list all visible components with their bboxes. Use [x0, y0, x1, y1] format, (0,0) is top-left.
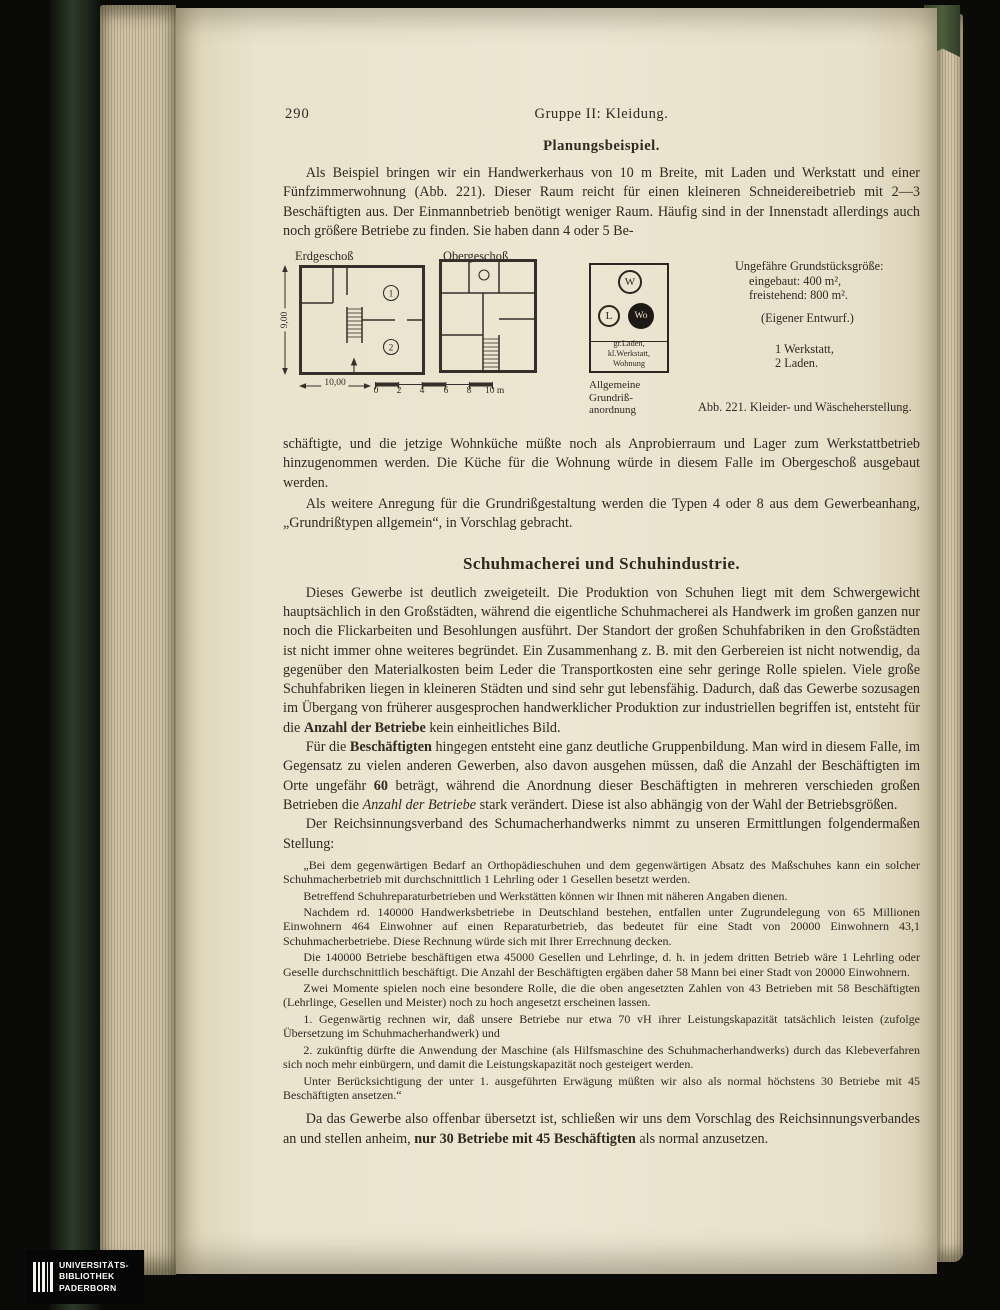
- schema-label: [589, 379, 640, 417]
- page-edges-right: [937, 14, 963, 1262]
- running-header: [283, 106, 920, 124]
- text-segment: Für die: [305, 739, 350, 756]
- dimension-width: [299, 378, 371, 388]
- legend-laden: 2 Laden.: [775, 356, 819, 371]
- schema-label-line3: anordnung: [589, 404, 637, 417]
- page-edges-left: [100, 5, 176, 1275]
- quote-paragraph: „Bei dem gegenwärtigen Bedarf an Orthopädieschuhen und dem gegenwärtigen Absatz des Maßschuhes kann ein solcher Schuhmacherbetrieb mit durchschnittlich 1 Lehrling oder 1 Gesellen besetzt werden.: [283, 857, 920, 887]
- figure-caption: Abb. 221. Kleider- und Wäscheherstellung.: [698, 400, 912, 415]
- scale-tick: 6: [443, 386, 449, 397]
- text-segment-bold: 60: [373, 777, 388, 794]
- quote-paragraph: Zwei Momente spielen noch eine besondere Rolle, die die oben angesetzten Zahlen von 43 Betrieben mit 58 Beschäftigten (Lehrlinge, Gesellen und Meister) noch zu hoch angesetzt erscheinen lassen.: [283, 981, 920, 1010]
- text-segment: Dieses Gewerbe ist deutlich zweigeteilt. Die Produktion von Schuhen liegt mit dem Schwergewicht hauptsächlich in den Großstädten, während die eigentliche Schuhmacherei als Handwerk im großen ganzen nur noch die Flickarbeiten und Besohlungen ausführt. Der Standort der großen Schuhfabriken in den Großstädten ist nicht immer ohne weiteres begründet. Ein Zusammenhang z. B. mit den Gerbereien ist nicht notwendig, da gegenüber den Materialkosten beim Leder die Transportkosten eine sehr geringe Rolle spielen. Viele große Schuhfabriken liegen in kleineren Städten und sind sehr gut lebensfähig. Dadurch, daß das Gewerbe sozusagen im Übergang von früherer ausgesprochen handwerklicher Produktion zur industriellen begriffen ist, entsteht für die: [283, 584, 920, 736]
- quote-paragraph: 1. Gegenwärtig rechnen wir, daß unsere Betriebe nur etwa 70 vH ihrer Leistungskapazität tatsächlich leisten (zufolge Übersetzung im Schuhmacherhandwerk) und: [283, 1011, 920, 1041]
- para-schuh-3: Der Reichsinnungsverband des Schumacherhandwerks nimmt zu unseren Ermittlungen folgendermaßen Stellung:: [283, 816, 920, 852]
- text-segment-bold: Beschäftigten: [349, 739, 432, 756]
- scale-tick: 2: [396, 386, 402, 397]
- plan-label-erdgeschoss: Erdgeschoß: [295, 249, 354, 264]
- running-header-title: Gruppe II: Kleidung.: [534, 106, 669, 122]
- page-number: 290: [285, 106, 310, 122]
- schema-caption-line2: Wohnung: [612, 358, 646, 368]
- stamp-line-3: PADERBORN: [59, 1282, 117, 1293]
- stamp-line-1: UNIVERSITÄTS-: [59, 1259, 129, 1270]
- book-spine: [50, 0, 100, 1310]
- room-number-2: 2: [388, 343, 394, 354]
- legend-werkstatt: 1 Werkstatt,: [775, 341, 834, 356]
- info-freistehend: freistehend: 800 m².: [749, 288, 848, 303]
- scale-bar: [375, 377, 505, 401]
- para-final: [283, 1110, 920, 1149]
- section-title-schuhmacherei: Schuhmacherei und Schuhindustrie.: [463, 553, 740, 573]
- schema-caption-line1: gr.Laden, kl.Werkstatt,: [607, 339, 651, 358]
- para-planung-cont: schäftigte, und die jetzige Wohnküche müßte noch als Anprobierraum und Lager zum Werkstattbetrieb hinzugenommen werden. Die Küche für die Wohnung würde in diesem Falle im Obergeschoß ausgebaut werden.: [283, 436, 920, 491]
- library-stamp: [26, 1250, 144, 1304]
- scale-tick: 0: [373, 386, 379, 397]
- stamp-line-2: BIBLIOTHEK: [59, 1271, 115, 1282]
- schema-caption: [592, 339, 666, 368]
- scale-tick: 4: [419, 386, 425, 397]
- para-planung-anregung: Als weitere Anregung für die Grundrißgestaltung werden die Typen 4 oder 8 aus dem Gewerbeanhang, „Grundrißtypen allgemein“, in Vorschlag gebracht.: [283, 496, 920, 532]
- book-page: [176, 8, 937, 1274]
- text-segment: stark verändert. Diese ist also abhängig von der Wahl der Betriebsgrößen.: [476, 796, 898, 813]
- schema-circle-werkstatt: W: [618, 270, 642, 294]
- schema-box: [589, 263, 669, 373]
- schema-label-line2: Grundriß-: [589, 391, 633, 404]
- quote-paragraph: Nachdem rd. 140000 Handwerksbetriebe in Deutschland bestehen, entfallen unter Zugrundelegung von 65 Millionen Einwohnern 464 Einwohner auf einen Reparaturbetrieb, das bedeutet für eine Stadt von 20000 Einwohnern 43,1 Schuhmacherbetriebe. Diese Rechnung würde sich mit Ihrer Errechnung decken.: [283, 905, 920, 948]
- quote-paragraph: 2. zukünftig dürfte die Anwendung der Maschine (als Hilfsmaschine des Schuhmacherhandwerks) durch das Klebeverfahren sich noch mehr einbürgern, und damit die Leistungskapazität noch gesteigert werden.: [283, 1042, 920, 1072]
- text-segment-italic: Anzahl der Betriebe: [362, 796, 477, 813]
- schema-circle-laden: L: [598, 305, 620, 327]
- para-schuh-2: [283, 738, 920, 815]
- plan-label-obergeschoss: Obergeschoß: [443, 249, 509, 264]
- text-segment: hingegen entsteht eine ganz deutliche Gruppenbildung. Man wird in diesem Falle, im Gegensatz zu vielen anderen Gewerben, also davon ausgehen müssen, daß die Anzahl der Beschäftigten im Orte ungefähr: [283, 739, 920, 794]
- library-stamp-text: [59, 1260, 129, 1295]
- room-number-1: 1: [388, 289, 394, 300]
- quote-paragraph: Die 140000 Betriebe beschäftigen etwa 45000 Gesellen und Lehrlinge, d. h. in jedem dritten Betrieb wäre 1 Lehrling oder Geselle durchschnittlich beschäftigt. Die Anzahl der Beschäftigten ergäben daher 58 Mann bei einer Stadt von 20000 Einwohnern.: [283, 950, 920, 979]
- scale-tick: 8: [466, 386, 472, 397]
- quote-paragraph: Betreffend Schuhreparaturbetrieben und Werkstätten können wir Ihnen mit näheren Angaben dienen.: [303, 888, 788, 903]
- scale-tick: 10 m: [485, 386, 505, 397]
- text-segment: als normal anzusetzen.: [635, 1130, 769, 1147]
- info-title: Ungefähre Grundstücksgröße:: [735, 259, 884, 274]
- para-planung-intro: Als Beispiel bringen wir ein Handwerkerhaus von 10 m Breite, mit Laden und Werkstatt und einer Fünfzimmerwohnung (Abb. 221). Dieser Raum reicht für einen kleineren Schneidereibetrieb mit 2—3 Beschäftigten aus. Der Einmannbetrieb benötigt weniger Raum. Häufig sind in der Innenstadt allerdings auch noch größere Betriebe zu finden. Sie haben dann 4 oder 5 Be-: [283, 165, 920, 239]
- info-entwurf: (Eigener Entwurf.): [761, 310, 854, 325]
- dimension-height: [279, 265, 291, 375]
- text-segment: kein einheitliches Bild.: [425, 719, 561, 736]
- dimension-width-label: 10,00: [321, 378, 348, 388]
- text-segment: beträgt, während die Anordnung dieser Beschäftigten in mehreren verschieden großen Betrieben die: [283, 777, 920, 813]
- floor-plan-obergeschoss: [439, 259, 537, 373]
- section-title-planungsbeispiel: Planungsbeispiel.: [543, 138, 660, 154]
- text-segment-bold: nur 30 Betriebe mit 45 Beschäftigten: [414, 1130, 636, 1147]
- schema-circle-wohnung: Wo: [628, 303, 654, 329]
- text-segment: Da das Gewerbe also offenbar übersetzt ist, schließen wir uns dem Vorschlag des Reichsinnungsverbandes an und stellen anheim,: [283, 1111, 920, 1147]
- quote-paragraph: Unter Berücksichtigung der unter 1. ausgeführten Erwägung müßten wir also als normal höchstens 30 Betriebe mit 45 Beschäftigten ansetzen.“: [283, 1073, 920, 1102]
- floor-plan-erdgeschoss: [299, 265, 425, 375]
- para-schuh-1: [283, 584, 920, 738]
- barcode-icon: [33, 1262, 53, 1292]
- dimension-height-label: 9,00: [280, 309, 290, 332]
- figure-abb-221: [280, 249, 920, 423]
- figure-info: [735, 259, 919, 371]
- schema-label-line1: Allgemeine: [589, 379, 641, 392]
- text-segment-bold: Anzahl der Betriebe: [303, 719, 426, 736]
- info-eingebaut: eingebaut: 400 m²,: [749, 273, 842, 288]
- quote-block: [283, 858, 920, 1103]
